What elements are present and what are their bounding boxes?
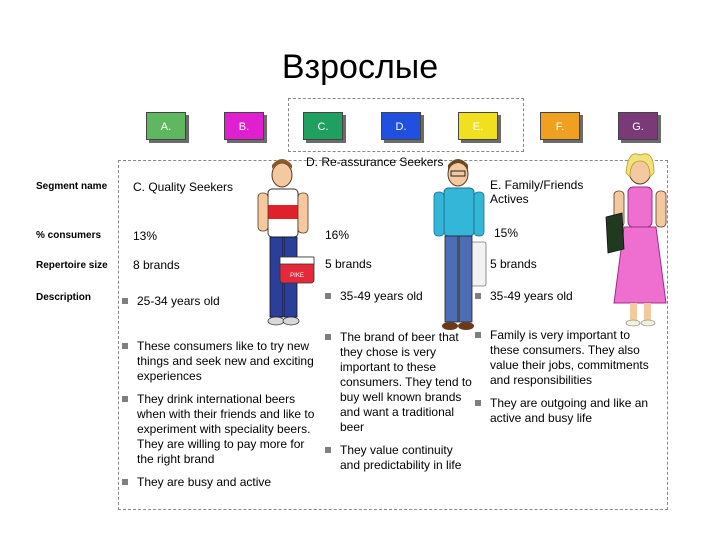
segment-a-box[interactable] <box>146 112 186 140</box>
segment-f-box[interactable] <box>540 112 580 140</box>
segment-c-age: 25-34 years old <box>121 294 317 309</box>
segment-e-desc-1: Family is very important to these consumers. They also value their jobs, commitments and responsibilities <box>474 328 660 388</box>
young-man-illustration <box>248 157 318 335</box>
middle-aged-man-illustration <box>428 156 492 338</box>
segment-e-consumers: 15% <box>494 226 519 240</box>
segment-b-label: B. <box>238 121 250 133</box>
segment-c-desc-1: These consumers like to try new things and seek new and exciting experiences <box>121 339 317 384</box>
segment-e-name: E. Family/Friends Actives <box>490 178 584 206</box>
segment-d-desc-2: They value continuity and predictability in life <box>324 443 472 473</box>
segment-c-repertoire: 8 brands <box>133 258 180 272</box>
segment-d-age: 35-49 years old <box>324 289 472 304</box>
segment-c-box[interactable] <box>303 112 343 140</box>
segment-a-label: A. <box>160 121 172 133</box>
row-label-segment-name: Segment name <box>36 181 108 192</box>
woman-illustration <box>600 153 676 333</box>
segment-c-label: C. <box>317 121 329 133</box>
row-label-consumers: % consumers <box>36 230 102 241</box>
segment-c-desc-2: They drink international beers when with their friends and like to experiment with speciality beers. They are willing to pay more for the right brand <box>121 392 317 467</box>
segment-e-age: 35-49 years old <box>474 289 660 304</box>
segment-g-box[interactable] <box>618 112 658 140</box>
segment-e-desc-2: They are outgoing and like an active and busy life <box>474 396 660 426</box>
segment-d-repertoire: 5 brands <box>325 257 372 271</box>
segment-f-label: F. <box>555 121 565 133</box>
row-label-description: Description <box>36 292 92 303</box>
cooler-label: PIKE <box>290 273 304 279</box>
segment-b-box[interactable] <box>224 112 264 140</box>
segment-e-repertoire: 5 brands <box>490 257 537 271</box>
row-label-repertoire: Repertoire size <box>36 260 108 271</box>
page-title: Взрослые <box>281 48 439 86</box>
segment-d-name: D. Re-assurance Seekers <box>306 155 444 169</box>
segment-g-label: G. <box>632 121 644 133</box>
segment-c-consumers: 13% <box>133 229 158 243</box>
segment-c-name: C. Quality Seekers <box>133 180 234 194</box>
segment-e-box[interactable] <box>458 112 498 140</box>
segment-e-label: E. <box>472 121 484 133</box>
segment-d-consumers: 16% <box>325 228 350 242</box>
segment-c-desc-3: They are busy and active <box>121 475 317 490</box>
segment-d-label: D. <box>395 121 407 133</box>
segment-d-desc-1: The brand of beer that they chose is very important to these consumers. They tend to buy well known brands and want a traditional beer <box>324 330 472 435</box>
segment-d-box[interactable] <box>381 112 421 140</box>
